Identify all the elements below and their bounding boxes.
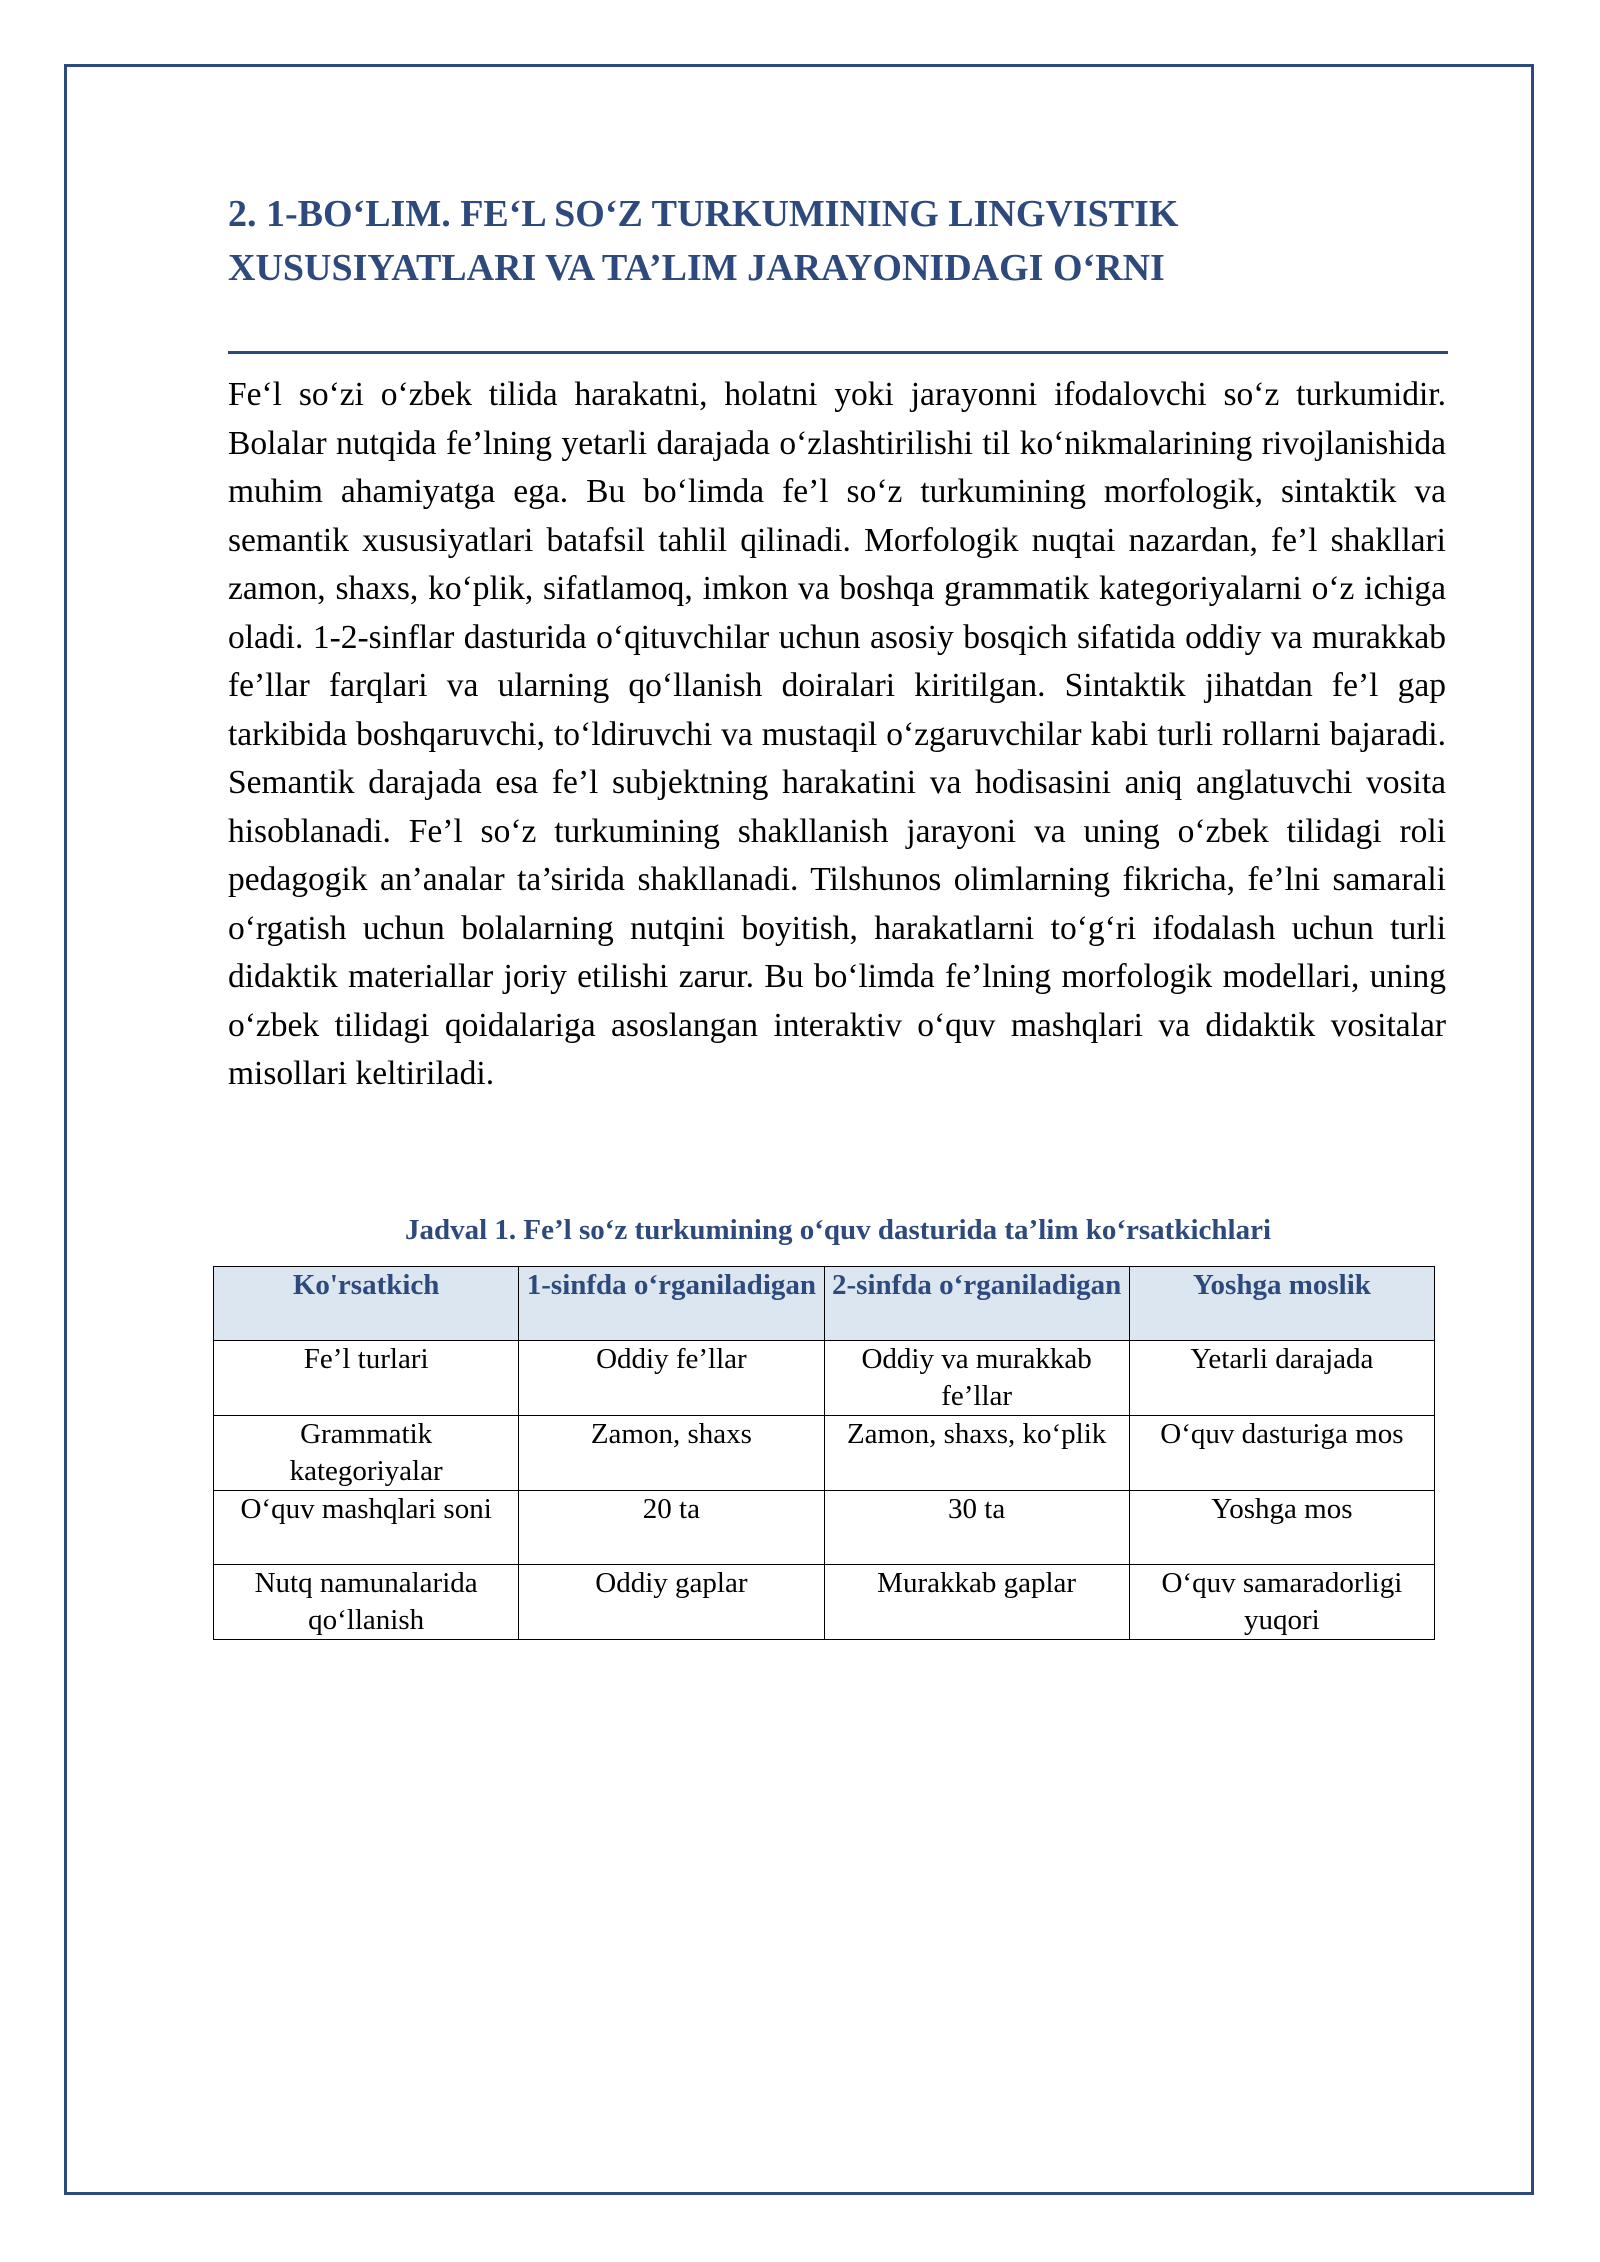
body-paragraph: Fe‘l so‘zi o‘zbek tilida harakatni, holatni yoki jarayonni ifodalovchi so‘z turkumidir. Bolalar nutqida fe’lning yetarli darajada o‘zlashtirilishi til ko‘nikmalarining rivojlanishida muhim ahamiyatga ega. Bu bo‘limda fe’l so‘z turkumining morfologik, sintaktik va semantik xususiyatlari batafsil tahlil qilinadi. Morfologik nuqtai nazardan, fe’l shakllari zamon, shaxs, ko‘plik, sifatlamoq, imkon va boshqa grammatik kategoriyalarni o‘z ichiga oladi. 1-2-sinflar dasturida o‘qituvchilar uchun asosiy bosqich sifatida oddiy va murakkab fe’llar farqlari va ularning qo‘llanish doiralari kiritilgan. Sintaktik jihatdan fe’l gap tarkibida boshqaruvchi, to‘ldiruvchi va mustaqil o‘zgaruvchilar kabi turli rollarni bajaradi. Semantik darajada esa fe’l subjektning harakatini va hodisasini aniq anglatuvchi vosita hisoblanadi. Fe’l so‘z turkumining shakllanish jarayoni va uning o‘zbek tilidagi roli pedagogik an’analar ta’sirida shakllanadi. Tilshunos olimlarning fikricha, fe’lni samarali o‘rgatish uchun bolalarning nutqini boyitish, harakatlarni to‘g‘ri ifodalash uchun turli didaktik materiallar joriy etilishi zarur. Bu bo‘limda fe’lning morfologik modellari, uning o‘zbek tilidagi qoidalariga asoslangan interaktiv o‘quv mashqlari va didaktik vositalar misollari keltiriladi.	[228, 376, 1446, 1092]
table-cell: Oddiy va murakkab fe’llar	[824, 1341, 1129, 1416]
table-row	[214, 1416, 1435, 1491]
table-cell: Fe’l turlari	[214, 1341, 519, 1416]
table-cell: O‘quv dasturiga mos	[1129, 1416, 1434, 1491]
table-cell: 20 ta	[519, 1491, 824, 1565]
table-row	[214, 1565, 1435, 1640]
table-cell: Zamon, shaxs, ko‘plik	[824, 1416, 1129, 1491]
header-cell-age-fit: Yoshga moslik	[1129, 1267, 1434, 1341]
table-cell: Murakkab gaplar	[824, 1565, 1129, 1640]
table-row	[214, 1341, 1435, 1416]
table-cell: Nutq namunalarida qo‘llanish	[214, 1565, 519, 1640]
table-cell: O‘quv samaradorligi yuqori	[1129, 1565, 1434, 1640]
table-cell: O‘quv mashqlari soni	[214, 1491, 519, 1565]
table-cell: Oddiy gaplar	[519, 1565, 824, 1640]
table-cell: Zamon, shaxs	[519, 1416, 824, 1491]
table-cell: Grammatik kategoriyalar	[214, 1416, 519, 1491]
table-header-row	[214, 1267, 1435, 1341]
table-cell: 30 ta	[824, 1491, 1129, 1565]
section-heading-line-2: XUSUSIYATLARI VA TA’LIM JARAYONIDAGI O‘RNI	[228, 247, 1165, 289]
table-cell: Oddiy fe’llar	[519, 1341, 824, 1416]
table-cell: Yetarli darajada	[1129, 1341, 1434, 1416]
section-heading-line-1: 2. 1-BO‘LIM. FE‘L SO‘Z TURKUMINING LINGVISTIK	[228, 193, 1179, 235]
header-cell-indicator: Ko'rsatkich	[214, 1267, 519, 1341]
heading-divider	[228, 351, 1448, 354]
header-cell-grade-2: 2-sinfda o‘rganiladigan	[824, 1267, 1129, 1341]
table-row	[214, 1491, 1435, 1565]
indicators-table	[213, 1266, 1435, 1640]
table-caption: Jadval 1. Fe’l so‘z turkumining o‘quv dasturida ta’lim ko‘rsatkichlari	[404, 1214, 1272, 1246]
header-cell-grade-1: 1-sinfda o‘rganiladigan	[519, 1267, 824, 1341]
section-heading	[228, 187, 1448, 295]
table-cell: Yoshga mos	[1129, 1491, 1434, 1565]
